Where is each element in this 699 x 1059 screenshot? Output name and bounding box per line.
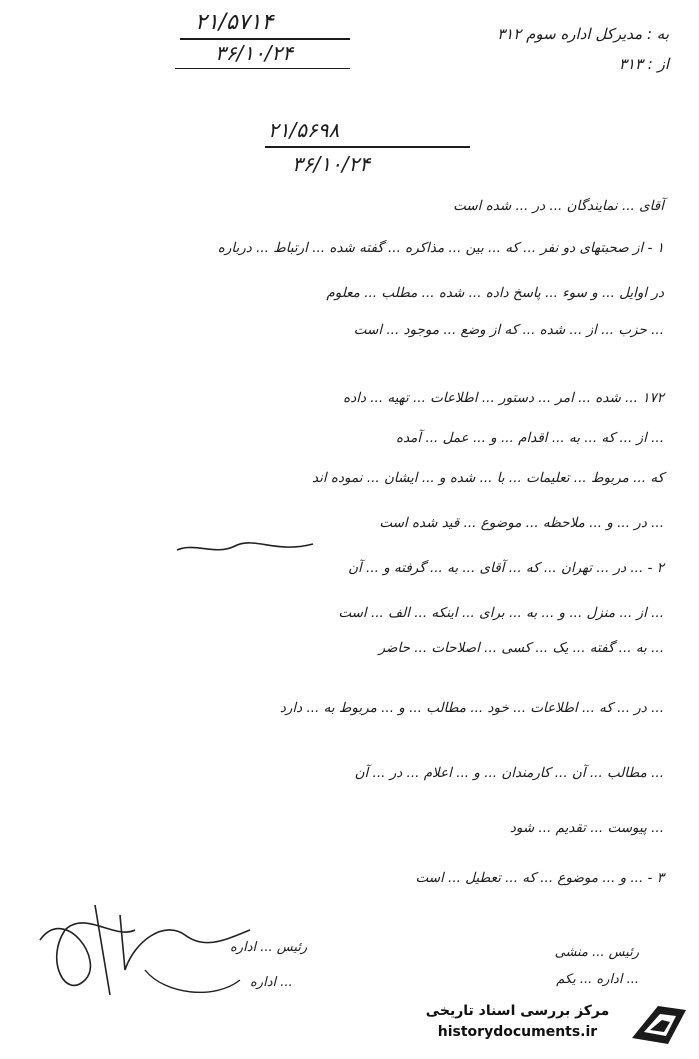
body-line: ۳ - ... و ... موضوع ... که ... تعطیل ... است [415, 870, 664, 886]
reference-underline-top [180, 38, 350, 40]
signature-label-right: رئیس ... منشی [554, 945, 639, 960]
body-line: آقای ... نمایندگان ... در ... شده است [453, 198, 664, 214]
body-line: که ... مربوط ... تعلیمات ... با ... شده و ... ایشان ... نموده اند [312, 470, 664, 486]
from-line: از : ۳۱۳ [618, 55, 669, 73]
body-line: ۲ - ... در ... تهران ... که ... آقای ... به ... گرفته و ... آن [348, 560, 664, 576]
reference-date-top: ۳۶/۱۰/۲۴ [215, 41, 293, 65]
body-line: ... از ... که ... به ... اقدام ... و ... عمل ... آمده [396, 430, 664, 446]
body-line: ۱ - از صحبتهای دو نفر ... که ... بین ... مذاکره ... گفته شده ... ارتباط ... درباره [217, 240, 664, 256]
body-line: ... از ... منزل ... و ... به ... برای ... اینکه ... الف ... است [338, 605, 664, 621]
reference-date-mid: ۳۶/۱۰/۲۴ [292, 152, 370, 176]
archive-logo-icon [628, 998, 690, 1048]
reference-number-mid: ۲۱/۵۶۹۸ [268, 118, 340, 142]
signature-label-left: رئیس ... اداره [230, 940, 308, 955]
body-line: ... در ... و ... ملاحظه ... موضوع ... قید شده است [379, 515, 664, 531]
date-underline-top [175, 68, 350, 69]
reference-underline-mid [265, 146, 470, 148]
signature-label-left-2: ... اداره [250, 975, 293, 990]
archive-name: مرکز بررسی اسناد تاریخی [425, 1003, 610, 1019]
body-line: ۱۷۲ ... شده ... امر ... دستور ... اطلاعات ... تهیه ... داده [343, 390, 664, 406]
addressee-line: به : مدیرکل اداره سوم ۳۱۲ [497, 25, 669, 43]
body-line: ... مطالب ... آن ... کارمندان ... و ... اعلام ... در ... آن [354, 765, 664, 781]
body-line: ... به ... گفته ... یک ... کسی ... اصلاحات ... حاضر [378, 640, 664, 656]
archive-url: historydocuments.ir [437, 1024, 598, 1040]
body-line: ... حزب ... از ... شده ... که از وضع ... موجود ... است [353, 322, 664, 338]
signature-scrawl-left [25, 900, 255, 1030]
reference-number-top: ۲۱/۵۷۱۴ [195, 10, 274, 35]
body-line: ... در ... که ... اطلاعات ... خود ... مطالب ... و ... مربوط به ... دارد [279, 700, 664, 716]
signature-label-right-2: ... اداره ... یکم [556, 972, 639, 987]
body-line: ... پیوست ... تقدیم ... شود [509, 820, 664, 836]
strike-scribble [175, 538, 315, 558]
body-line: در اوایل ... و سوء ... پاسخ داده ... شده ... مطلب ... معلوم [326, 285, 664, 301]
